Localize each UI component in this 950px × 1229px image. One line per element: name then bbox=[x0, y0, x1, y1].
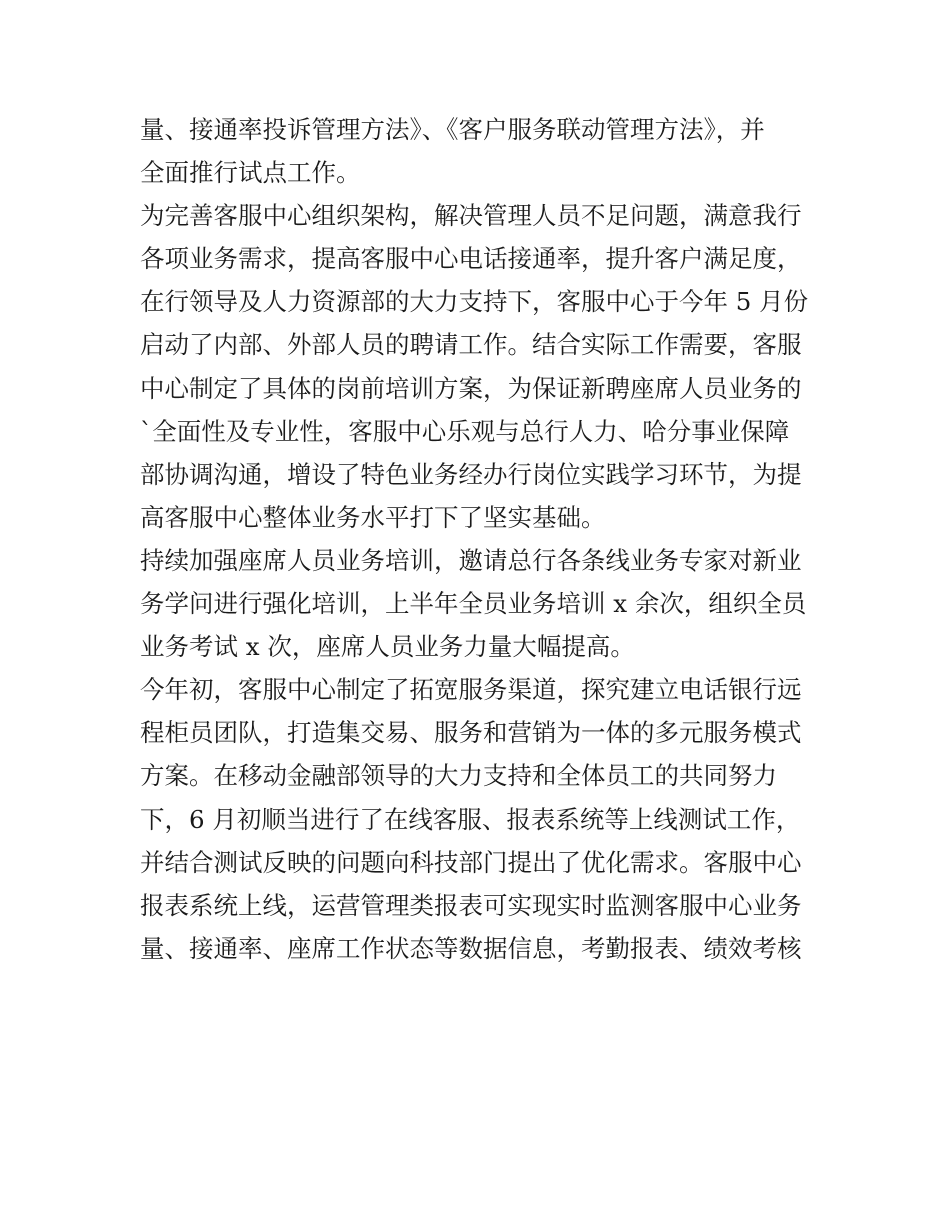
text-line: 方案。在移动金融部领导的大力支持和全体员工的共同努力 bbox=[140, 761, 777, 791]
text-line: `全面性及专业性，客服中心乐观与总行人力、哈分事业保障 bbox=[140, 416, 790, 446]
text-line: 程柜员团队，打造集交易、服务和营销为一体的多元服务模式 bbox=[140, 718, 802, 748]
text-line: 高客服中心整体业务水平打下了坚实基础。 bbox=[140, 502, 606, 532]
text-line: 报表系统上线，运营管理类报表可实现实时监测客服中心业务 bbox=[140, 890, 802, 920]
text-line: 量、接通率投诉管理方法》、《客户服务联动管理方法》，并 bbox=[140, 115, 765, 144]
text-line: 并结合测试反映的问题向科技部门提出了优化需求。客服中心 bbox=[140, 847, 802, 877]
text-line: 在行领导及人力资源部的大力支持下，客服中心于今年 5 月份 bbox=[140, 287, 809, 317]
text-line: 业务考试 x 次，座席人员业务力量大幅提高。 bbox=[140, 632, 635, 662]
text-line: 部协调沟通，增设了特色业务经办行岗位实践学习环节，为提 bbox=[140, 459, 802, 489]
text-line: 中心制定了具体的岗前培训方案，为保证新聘座席人员业务的 bbox=[140, 373, 802, 403]
text-line: 持续加强座席人员业务培训，邀请总行各条线业务专家对新业 bbox=[140, 545, 802, 575]
document-body bbox=[140, 108, 820, 970]
text-line: 为完善客服中心组织架构，解决管理人员不足问题，满意我行 bbox=[140, 201, 802, 231]
text-line: 全面推行试点工作。 bbox=[140, 158, 361, 188]
text-line: 启动了内部、外部人员的聘请工作。结合实际工作需要，客服 bbox=[140, 330, 802, 360]
text-line: 量、接通率、座席工作状态等数据信息，考勤报表、绩效考核 bbox=[140, 933, 802, 963]
text-line: 各项业务需求，提高客服中心电话接通率，提升客户满足度， bbox=[140, 244, 802, 274]
text-line: 务学问进行强化培训，上半年全员业务培训 x 余次，组织全员 bbox=[140, 589, 807, 619]
text-line: 今年初，客服中心制定了拓宽服务渠道，探究建立电话银行远 bbox=[140, 675, 802, 705]
text-line: 下，6 月初顺当进行了在线客服、报表系统等上线测试工作， bbox=[140, 804, 801, 834]
